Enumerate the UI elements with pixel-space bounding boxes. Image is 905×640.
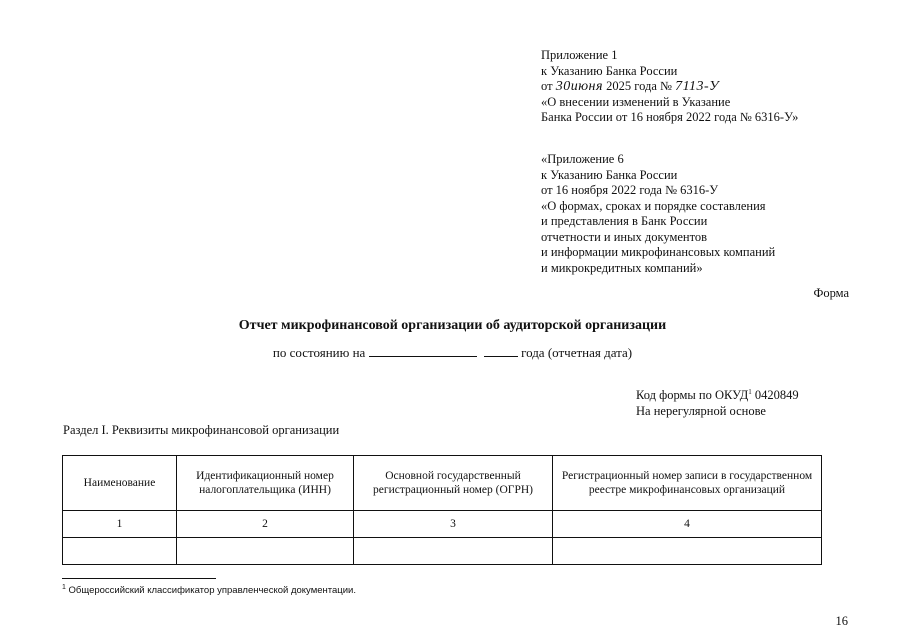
form-label: Форма	[813, 286, 849, 300]
appendix-1-date-prefix: от	[541, 79, 553, 93]
appendix-1-date-mid: 2025 года №	[606, 79, 672, 93]
appendix-6-line: и представления в Банк России	[541, 214, 708, 228]
okud-prefix: Код формы по ОКУД	[636, 388, 749, 403]
table-cell	[553, 538, 822, 565]
okud-footnote-mark: 1	[748, 388, 752, 396]
page-number: 16	[835, 614, 848, 628]
okud-block	[636, 385, 799, 419]
column-number: 2	[177, 511, 354, 538]
header-inn: Идентификационный номер налогоплательщика (ИНН)	[177, 456, 354, 511]
appendix-6-line: от 16 ноября 2022 года № 6316-У	[541, 183, 719, 197]
okud-code-line	[636, 385, 799, 404]
column-number: 1	[63, 511, 177, 538]
section-title: Раздел I. Реквизиты микрофинансовой организации	[63, 423, 340, 437]
report-title: Отчет микрофинансовой организации об аудиторской организации	[238, 318, 667, 333]
okud-frequency: На нерегулярной основе	[636, 403, 766, 418]
appendix-6-line: и информации микрофинансовых компаний	[541, 245, 776, 259]
footnote	[62, 584, 356, 596]
handwritten-number: 7113-У	[675, 79, 720, 94]
table-cell	[63, 538, 177, 565]
requisites-table	[62, 455, 822, 565]
table-cell	[177, 538, 354, 565]
appendix-6-line: «О формах, сроках и порядке составления	[541, 198, 766, 213]
header-ogrn: Основной государственный регистрационный номер (ОГРН)	[354, 456, 553, 511]
header-registry-number: Регистрационный номер записи в государственном реестре микрофинансовых организаций	[553, 456, 822, 511]
footnote-text: Общероссийский классификатор управленческой документации.	[68, 585, 356, 597]
table-header-row	[63, 456, 822, 511]
appendix-6-block	[541, 152, 775, 276]
appendix-6-line: к Указанию Банка России	[541, 167, 678, 182]
appendix-1-line-4: «О внесении изменений в Указание	[541, 94, 731, 109]
appendix-1-line-5: Банка России от 16 ноября 2022 года № 6316-У»	[541, 110, 799, 124]
appendix-6-line: «Приложение 6	[541, 152, 624, 166]
appendix-1-line-3	[541, 79, 798, 95]
footnote-divider	[62, 578, 216, 579]
footnote-mark: 1	[62, 584, 66, 591]
date-prefix: по состоянию на	[272, 345, 366, 360]
appendix-6-line: отчетности и иных документов	[541, 229, 708, 244]
appendix-1-line-2: к Указанию Банка России	[541, 63, 678, 78]
appendix-1-block	[541, 48, 798, 126]
date-blank-day-month	[369, 344, 477, 357]
table-number-row	[63, 511, 822, 538]
appendix-6-line: и микрокредитных компаний»	[541, 260, 703, 275]
date-suffix: года (отчетная дата)	[521, 345, 633, 360]
handwritten-date: 30июня	[555, 79, 604, 94]
reporting-date-line	[0, 344, 905, 361]
table-cell	[354, 538, 553, 565]
appendix-1-line-1: Приложение 1	[541, 48, 618, 62]
date-blank-year	[484, 344, 518, 357]
table-row	[63, 538, 822, 565]
column-number: 3	[354, 511, 553, 538]
header-name: Наименование	[63, 456, 177, 511]
column-number: 4	[553, 511, 822, 538]
okud-code: 0420849	[754, 388, 799, 403]
